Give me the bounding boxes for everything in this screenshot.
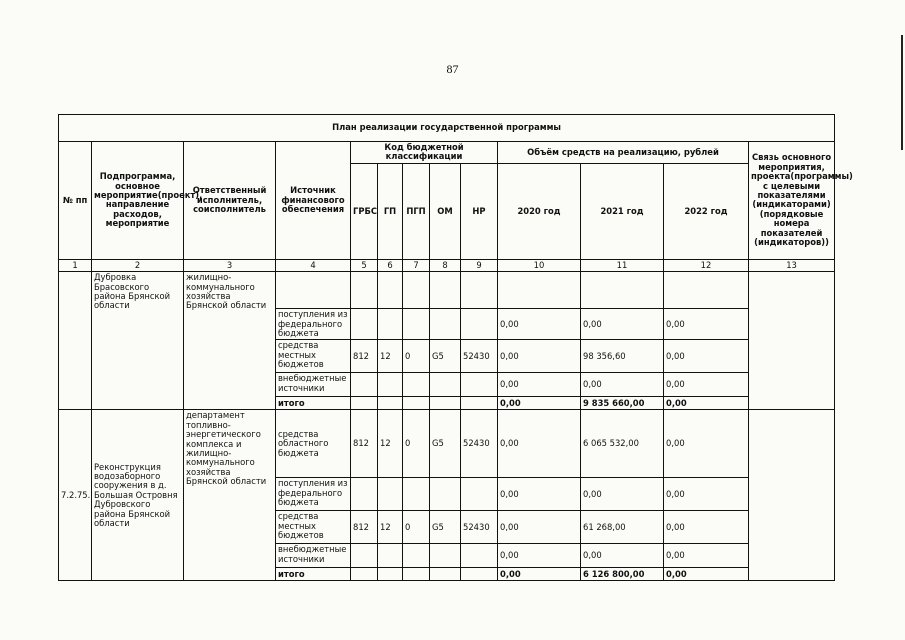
- column-number: 6: [378, 259, 403, 271]
- column-number: 8: [430, 259, 461, 271]
- column-number: 7: [403, 259, 430, 271]
- column-number: 12: [664, 259, 749, 271]
- column-number: 11: [581, 259, 664, 271]
- source-cell: средства местных бюджетов: [276, 340, 351, 373]
- value-2020: 0,00: [498, 373, 581, 397]
- value-2021: 0,00: [581, 373, 664, 397]
- value-2022: 0,00: [664, 373, 749, 397]
- column-number: 3: [184, 259, 276, 271]
- om-cell: G5: [430, 340, 461, 373]
- column-number: 5: [351, 259, 378, 271]
- header-link: Связь основного мероприятия, проекта(программы) с целевыми показателями (индикаторами) (порядковые номера показателей (индикаторов)): [749, 142, 835, 260]
- column-number-row: [59, 259, 835, 271]
- value-2021: 0,00: [581, 309, 664, 340]
- program-plan-table: [58, 114, 853, 581]
- om-cell: [430, 478, 461, 511]
- item-number: [59, 272, 92, 410]
- table-row: [59, 410, 835, 478]
- value-2020: 0,00: [498, 340, 581, 373]
- grbs-cell: [351, 478, 378, 511]
- grbs-cell: [351, 373, 378, 397]
- value-2021: 98 356,60: [581, 340, 664, 373]
- gp-cell: 12: [378, 511, 403, 544]
- nr-cell: [461, 272, 498, 309]
- value-2022: 0,00: [664, 544, 749, 568]
- header-budget-code: Код бюджетной классификации: [351, 142, 498, 164]
- source-cell: итого: [276, 568, 351, 581]
- value-2020: 0,00: [498, 478, 581, 511]
- gp-cell: [378, 373, 403, 397]
- margin-mark: [901, 35, 903, 150]
- page-number: 87: [446, 62, 459, 76]
- header-grbs: ГРБС: [351, 163, 378, 259]
- value-2021: 0,00: [581, 478, 664, 511]
- gp-cell: 12: [378, 410, 403, 478]
- source-cell: поступления из федерального бюджета: [276, 309, 351, 340]
- pgp-cell: 0: [403, 410, 430, 478]
- nr-cell: [461, 568, 498, 581]
- value-2020: [498, 272, 581, 309]
- source-cell: [276, 272, 351, 309]
- value-2021: [581, 272, 664, 309]
- source-cell: итого: [276, 397, 351, 410]
- pgp-cell: [403, 544, 430, 568]
- gp-cell: [378, 478, 403, 511]
- header-no: № пп: [59, 142, 92, 260]
- value-2022: [664, 272, 749, 309]
- grbs-cell: [351, 272, 378, 309]
- value-2020: 0,00: [498, 309, 581, 340]
- source-cell: средства местных бюджетов: [276, 511, 351, 544]
- header-nr: НР: [461, 163, 498, 259]
- column-number: 9: [461, 259, 498, 271]
- indicator-link: [749, 410, 835, 581]
- value-2022: 0,00: [664, 511, 749, 544]
- value-2022: 0,00: [664, 410, 749, 478]
- pgp-cell: [403, 373, 430, 397]
- grbs-cell: [351, 309, 378, 340]
- total-2022: 0,00: [664, 397, 749, 410]
- pgp-cell: 0: [403, 340, 430, 373]
- source-cell: средства областного бюджета: [276, 410, 351, 478]
- value-2021: 61 268,00: [581, 511, 664, 544]
- item-executor: жилищно-коммунального хозяйства Брянской области: [184, 272, 276, 410]
- nr-cell: [461, 478, 498, 511]
- om-cell: [430, 544, 461, 568]
- gp-cell: [378, 272, 403, 309]
- source-cell: внебюджетные источники: [276, 373, 351, 397]
- value-2020: 0,00: [498, 511, 581, 544]
- pgp-cell: [403, 272, 430, 309]
- column-number: 4: [276, 259, 351, 271]
- gp-cell: [378, 397, 403, 410]
- gp-cell: [378, 544, 403, 568]
- header-2022: 2022 год: [664, 163, 749, 259]
- gp-cell: 12: [378, 340, 403, 373]
- source-cell: поступления из федерального бюджета: [276, 478, 351, 511]
- grbs-cell: [351, 397, 378, 410]
- value-2022: 0,00: [664, 478, 749, 511]
- header-gp: ГП: [378, 163, 403, 259]
- om-cell: [430, 309, 461, 340]
- header-source: Источник финансового обеспечения: [276, 142, 351, 260]
- table-row: [59, 272, 835, 309]
- pgp-cell: [403, 478, 430, 511]
- total-2021: 6 126 800,00: [581, 568, 664, 581]
- grbs-cell: 812: [351, 511, 378, 544]
- header-om: ОМ: [430, 163, 461, 259]
- om-cell: [430, 397, 461, 410]
- value-2021: 0,00: [581, 544, 664, 568]
- grbs-cell: [351, 544, 378, 568]
- om-cell: G5: [430, 410, 461, 478]
- column-number: 13: [749, 259, 835, 271]
- value-2020: 0,00: [498, 410, 581, 478]
- item-name: Дубровка Брасовского района Брянской области: [92, 272, 184, 410]
- header-subprogram: Подпрограмма, основное мероприятие(проект), направление расходов, мероприятие: [92, 142, 184, 260]
- nr-cell: [461, 544, 498, 568]
- total-2020: 0,00: [498, 397, 581, 410]
- value-2020: 0,00: [498, 544, 581, 568]
- header-2020: 2020 год: [498, 163, 581, 259]
- header-2021: 2021 год: [581, 163, 664, 259]
- column-number: 1: [59, 259, 92, 271]
- item-number: 7.2.75.: [59, 410, 92, 581]
- header-funding: Объём средств на реализацию, рублей: [498, 142, 749, 164]
- value-2022: 0,00: [664, 340, 749, 373]
- grbs-cell: 812: [351, 410, 378, 478]
- grbs-cell: 812: [351, 340, 378, 373]
- gp-cell: [378, 309, 403, 340]
- pgp-cell: [403, 397, 430, 410]
- pgp-cell: [403, 568, 430, 581]
- total-2022: 0,00: [664, 568, 749, 581]
- source-cell: внебюджетные источники: [276, 544, 351, 568]
- nr-cell: [461, 397, 498, 410]
- pgp-cell: 0: [403, 511, 430, 544]
- total-2020: 0,00: [498, 568, 581, 581]
- nr-cell: [461, 373, 498, 397]
- nr-cell: 52430: [461, 410, 498, 478]
- gp-cell: [378, 568, 403, 581]
- column-number: 2: [92, 259, 184, 271]
- item-name: Реконструкция водозаборного сооружения в д. Большая Островня Дубровского района Брянской области: [92, 410, 184, 581]
- om-cell: [430, 568, 461, 581]
- om-cell: [430, 272, 461, 309]
- value-2022: 0,00: [664, 309, 749, 340]
- item-executor: департамент топливно-энергетического комплекса и жилищно-коммунального хозяйства Брянской области: [184, 410, 276, 581]
- grbs-cell: [351, 568, 378, 581]
- om-cell: G5: [430, 511, 461, 544]
- header-pgp: ПГП: [403, 163, 430, 259]
- column-number: 10: [498, 259, 581, 271]
- header-executor: Ответственный исполнитель, соисполнитель: [184, 142, 276, 260]
- total-2021: 9 835 660,00: [581, 397, 664, 410]
- nr-cell: [461, 309, 498, 340]
- plan-title: План реализации государственной программы: [59, 115, 835, 142]
- nr-cell: 52430: [461, 511, 498, 544]
- om-cell: [430, 373, 461, 397]
- nr-cell: 52430: [461, 340, 498, 373]
- indicator-link: [749, 272, 835, 410]
- pgp-cell: [403, 309, 430, 340]
- value-2021: 6 065 532,00: [581, 410, 664, 478]
